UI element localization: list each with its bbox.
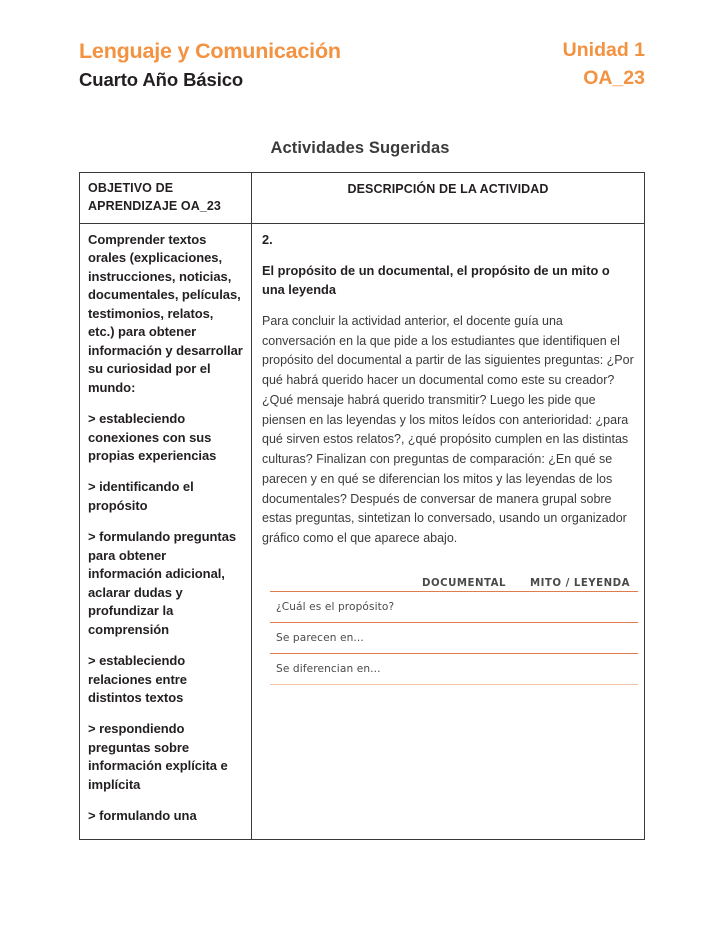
organizer-column-mito-leyenda: MITO / LEYENDA — [529, 577, 630, 589]
objective-paragraph: > respondiendo preguntas sobre información explícita e implícita — [88, 721, 228, 792]
description-cell — [252, 224, 644, 839]
grade-title: Cuarto Año Básico — [79, 68, 244, 90]
section-title: Actividades Sugeridas — [270, 139, 450, 157]
graphic-organizer — [270, 569, 638, 685]
objective-paragraph: > estableciendo conexiones con sus propias experiencias — [88, 411, 217, 463]
table-header-row — [80, 173, 644, 224]
objective-paragraph: > identificando el propósito — [88, 479, 194, 513]
organizer-rule-bottom — [270, 684, 638, 685]
organizer-row-label: Se parecen en... — [276, 631, 364, 644]
oa-code-label: OA_23 — [583, 67, 645, 90]
organizer-row — [270, 592, 638, 622]
organizer-row-label: Se diferencian en... — [276, 662, 381, 675]
table-body-row — [80, 224, 644, 839]
activities-table — [79, 172, 645, 840]
table-header-cell-objective — [80, 173, 252, 223]
objective-paragraph: > formulando una — [88, 808, 197, 824]
organizer-row — [270, 623, 638, 653]
activity-title: El propósito de un documental, el propósito de un mito o una leyenda — [262, 262, 610, 297]
objective-column-header: OBJETIVO DE APRENDIZAJE OA_23 — [88, 181, 221, 213]
organizer-row — [270, 654, 638, 684]
organizer-header-row — [270, 569, 638, 591]
activity-body-text: Para concluir la actividad anterior, el docente guía una conversación en la que pide a los estudiantes que identifiquen el propósito del documental a partir de las siguientes preguntas: ¿Por qué habrá querido hacer un documental como este su creador? ¿Qué mensaje habrá querido transmitir? Luego les pide que piensen en las leyendas y los mitos leídos con anterioridad: ¿para qué sirven estos relatos?, ¿qué propósito cumplen en las distintas culturas? Finalizan con preguntas de comparación: ¿En qué se parecen y en qué se diferencian los mitos y las leyendas de los documentales? Después de conversar de manera grupal sobre estas preguntas, sintetizan lo conversado, usando un organizador gráfico como el que aparece abajo. — [262, 313, 634, 546]
objective-paragraph: > formulando preguntas para obtener información adicional, aclarar dudas y profundizar la comprensión — [88, 529, 237, 637]
organizer-row-label: ¿Cuál es el propósito? — [276, 600, 395, 613]
organizer-column-documental: DOCUMENTAL — [421, 577, 507, 589]
table-header-cell-description — [252, 173, 644, 223]
objective-cell — [80, 224, 252, 839]
unit-label: Unidad 1 — [562, 39, 645, 61]
header-right-group — [563, 38, 645, 92]
description-column-header: DESCRIPCIÓN DE LA ACTIVIDAD — [347, 182, 549, 196]
objective-text-block — [88, 231, 243, 826]
header-left-group — [79, 38, 341, 92]
objective-paragraph: > estableciendo relaciones entre distintos textos — [88, 653, 187, 705]
document-header — [79, 38, 645, 92]
subject-title: Lenguaje y Comunicación — [79, 39, 341, 63]
activity-number: 2. — [262, 232, 273, 247]
objective-paragraph: Comprender textos orales (explicaciones, instrucciones, noticias, documentales, películas, testimonios, relatos, etc.) para obtener información y desarrollar su curiosidad por el mundo: — [88, 232, 243, 395]
